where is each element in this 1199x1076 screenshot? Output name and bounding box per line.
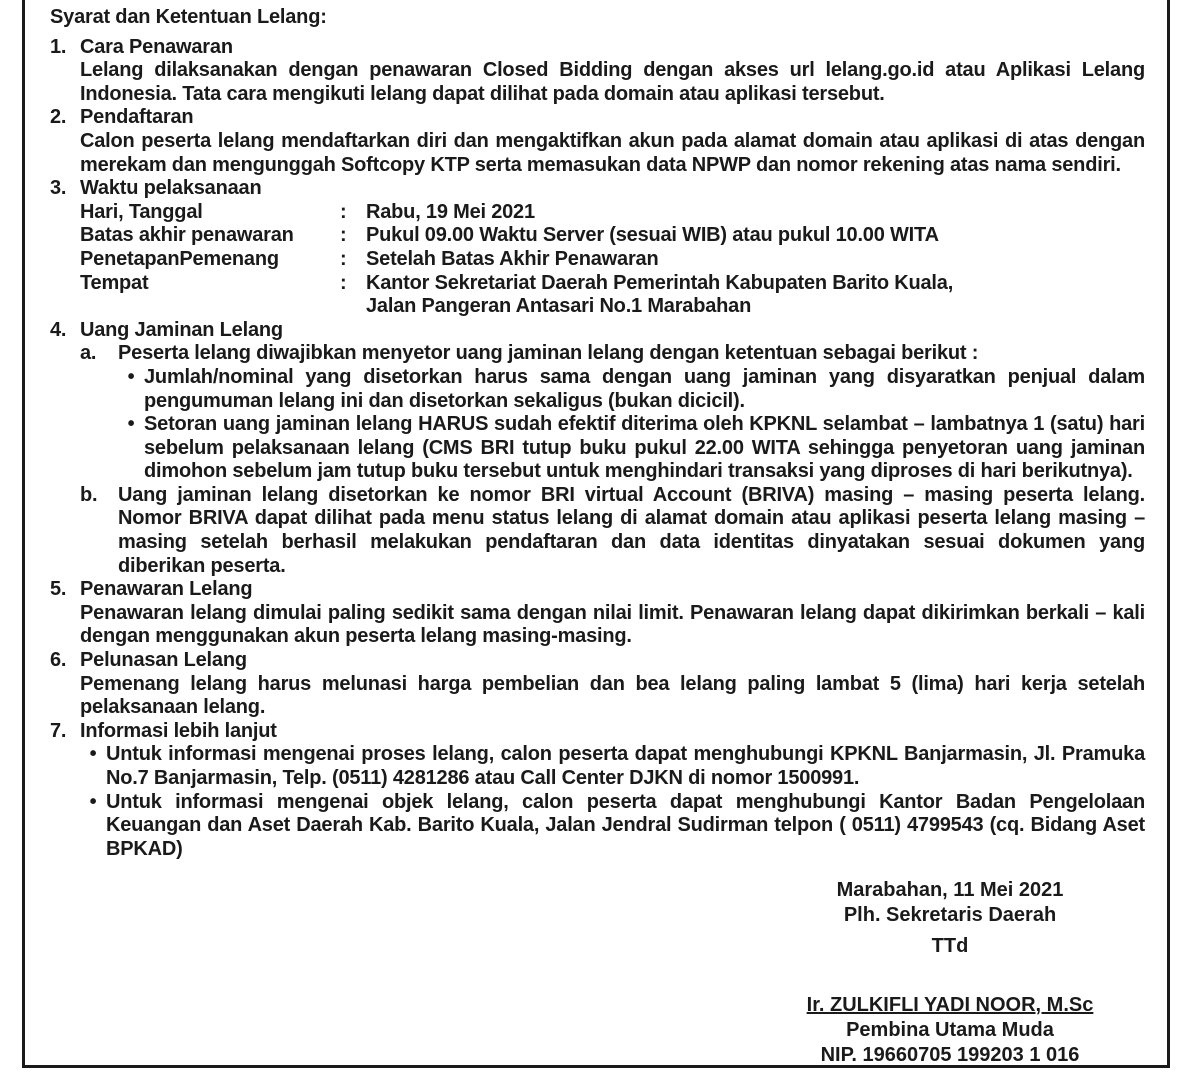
subitem-letter: a.	[80, 342, 97, 365]
signature-signed: TTd	[931, 935, 969, 957]
bullet-item	[118, 366, 1145, 413]
signature-position: Plh. Sekretaris Daerah	[843, 904, 1057, 926]
bullet-text: Untuk informasi mengenai proses lelang, calon peserta dapat menghubungi KPKNL Banjarmasin, Jl. Pramuka No.7 Banjarmasin, Telp. (0511) 4281286 atau Call Center DJKN di nomor 1500991.	[106, 743, 1145, 789]
bullet-text: Jumlah/nominal yang disetorkan harus sama dengan uang jaminan yang disyaratkan penjual dalam pengumuman lelang ini dan disetorkan sekaligus (bukan dicicil).	[144, 365, 1145, 412]
bullet-text: Setoran uang jaminan lelang HARUS sudah efektif diterima oleh KPKNL selambat – lambatnya 1 (satu) hari sebelum pelaksanaan lelang (CMS BRI tutup buku pukul 22.00 WITA sehingga penyetoran uang jaminan dimohon sebelum jam tutup buku tersebut untuk menghindari transaksi yang diproses di hari berikutnya).	[144, 413, 1145, 483]
section-pelunasan-lelang	[50, 649, 1145, 720]
bullet-icon: •	[127, 413, 135, 436]
subitem-a	[80, 342, 1145, 484]
schedule-value: Setelah Batas Akhir Penawaran	[366, 247, 659, 270]
section-number: 6.	[50, 649, 67, 672]
bullet-icon: •	[127, 365, 135, 388]
section-number: 4.	[50, 318, 67, 341]
section-cara-penawaran	[50, 36, 1145, 107]
section-text: Pemenang lelang harus melunasi harga pembelian dan bea lelang paling lambat 5 (lima) hari kerja setelah pelaksanaan lelang.	[80, 672, 1145, 719]
schedule-colon: :	[340, 224, 347, 247]
section-title: Penawaran Lelang	[80, 578, 253, 601]
section-text: Calon peserta lelang mendaftarkan diri dan mengaktifkan akun pada alamat domain atau aplikasi di atas dengan merekam dan mengunggah Softcopy KTP serta memasukan data NPWP dan nomor rekening atas nama sendiri.	[80, 129, 1145, 176]
schedule-colon: :	[340, 200, 347, 223]
schedule-value: Kantor Sekretariat Daerah Pemerintah Kabupaten Barito Kuala,	[366, 271, 954, 294]
schedule-row-date	[80, 201, 1145, 225]
schedule-label: Hari, Tanggal	[80, 200, 203, 223]
schedule-colon: :	[340, 271, 347, 294]
section-title: Pelunasan Lelang	[80, 649, 247, 672]
section-text: Penawaran lelang dimulai paling sedikit sama dengan nilai limit. Penawaran lelang dapat dikirimkan berkali – kali dengan menggunakan akun peserta lelang masing-masing.	[80, 601, 1145, 648]
schedule-label: Tempat	[80, 271, 149, 294]
schedule-value-line2: Jalan Pangeran Antasari No.1 Marabahan	[366, 295, 752, 318]
section-title: Waktu pelaksanaan	[80, 177, 262, 200]
schedule-value: Rabu, 19 Mei 2021	[366, 200, 535, 223]
section-text: Lelang dilaksanakan dengan penawaran Closed Bidding dengan akses url lelang.go.id atau Aplikasi Lelang Indonesia. Tata cara mengikuti lelang dapat dilihat pada domain atau aplikasi tersebut.	[80, 59, 1145, 105]
signature-name: Ir. ZULKIFLI YADI NOOR, M.Sc	[806, 994, 1094, 1016]
bullet-item	[80, 743, 1145, 790]
section-penawaran-lelang	[50, 578, 1145, 649]
subitem-text: Peserta lelang diwajibkan menyetor uang jaminan lelang dengan ketentuan sebagai berikut :	[118, 342, 979, 365]
schedule-row-winner	[80, 248, 1145, 272]
signature-block	[780, 878, 1120, 1068]
section-title: Cara Penawaran	[80, 35, 233, 58]
bullet-item	[80, 791, 1145, 862]
bullet-text: Untuk informasi mengenai objek lelang, calon peserta dapat menghubungi Kantor Badan Pengelolaan Keuangan dan Aset Daerah Kab. Barito Kuala, Jalan Jendral Sudirman telpon ( 0511) 4799543 (cq. Bidang Aset BPKAD)	[106, 790, 1145, 860]
subitem-b	[80, 484, 1145, 578]
signature-rank: Pembina Utama Muda	[846, 1019, 1054, 1041]
section-pendaftaran	[50, 106, 1145, 177]
schedule-value: Pukul 09.00 Waktu Server (sesuai WIB) atau pukul 10.00 WITA	[366, 224, 939, 247]
schedule-row-place	[80, 272, 1145, 319]
section-number: 7.	[50, 719, 67, 742]
bullet-icon: •	[89, 743, 97, 766]
section-uang-jaminan	[50, 319, 1145, 579]
section-number: 2.	[50, 106, 67, 129]
section-title: Uang Jaminan Lelang	[80, 318, 283, 341]
section-number: 1.	[50, 35, 67, 58]
section-title: Informasi lebih lanjut	[80, 719, 277, 742]
schedule-label: Batas akhir penawaran	[80, 224, 294, 247]
subitem-text: Uang jaminan lelang disetorkan ke nomor BRI virtual Account (BRIVA) masing – masing peserta lelang. Nomor BRIVA dapat dilihat pada menu status lelang di alamat domain atau aplikasi peserta lelang masing – masing setelah berhasil melakukan pendaftaran dan data identitas dinyatakan sesuai dokumen yang diberikan peserta.	[118, 483, 1145, 577]
bullet-item	[118, 413, 1145, 484]
subitem-letter: b.	[80, 483, 98, 506]
section-number: 3.	[50, 177, 67, 200]
schedule-label: PenetapanPemenang	[80, 247, 279, 270]
document-heading: Syarat dan Ketentuan Lelang:	[50, 6, 327, 28]
schedule-colon: :	[340, 247, 347, 270]
signature-nip: NIP. 19660705 199203 1 016	[820, 1044, 1080, 1066]
signature-place-date: Marabahan, 11 Mei 2021	[836, 879, 1064, 901]
section-informasi	[50, 720, 1145, 862]
bullet-icon: •	[89, 790, 97, 813]
section-waktu-pelaksanaan	[50, 177, 1145, 319]
section-title: Pendaftaran	[80, 106, 194, 129]
section-number: 5.	[50, 578, 67, 601]
document-body	[50, 6, 1145, 861]
schedule-row-deadline	[80, 224, 1145, 248]
